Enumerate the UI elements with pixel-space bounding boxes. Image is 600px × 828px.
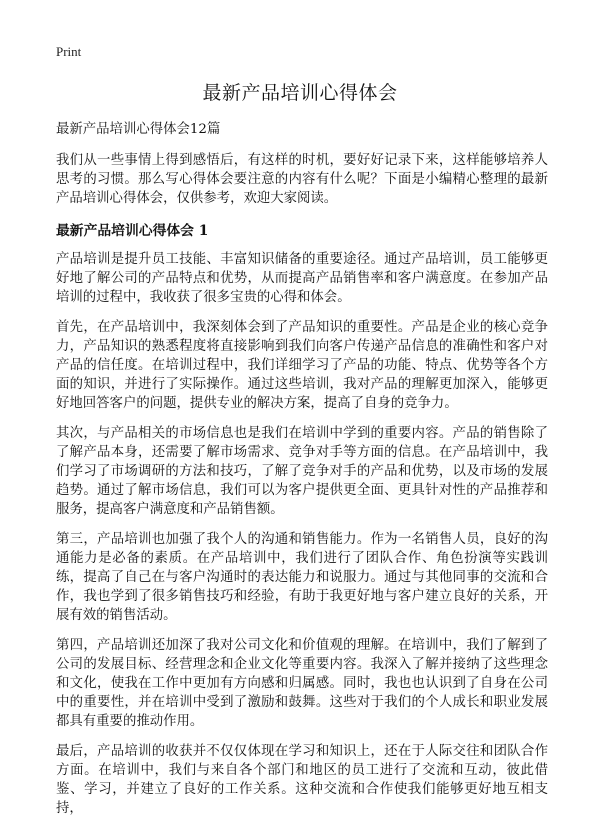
intro-paragraph: 我们从一些事情上得到感悟后，有这样的时机，要好好记录下来，这样能够培养人思考的习惯。那么写心得体会要注意的内容有什么呢？下面是小编精心整理的最新产品培训心得体会，仅供参考，欢迎大家阅读。 [56, 153, 548, 206]
document-body [56, 120, 548, 828]
body-paragraph-6: 最后，产品培训的收获并不仅仅体现在学习和知识上，还在于人际交往和团队合作方面。在培训中，我们与来自各个部门和地区的员工进行了交流和互动，彼此借鉴、学习，并建立了良好的工作关系。这种交流和合作使我们能够更好地互相支持， [56, 744, 548, 816]
body-paragraph-1: 产品培训是提升员工技能、丰富知识储备的重要途径。通过产品培训，员工能够更好地了解公司的产品特点和优势，从而提高产品销售率和客户满意度。在参加产品培训的过程中，我收获了很多宝贵的心得和体会。 [56, 252, 548, 305]
body-paragraph-3: 其次，与产品相关的市场信息也是我们在培训中学到的重要内容。产品的销售除了了解产品本身，还需要了解市场需求、竞争对手等方面的信息。在产品培训中，我们学习了市场调研的方法和技巧，了解了竞争对手的产品和优势，以及市场的发展趋势。通过了解市场信息，我们可以为客户提供更全面、更具针对性的产品推荐和服务，提高客户满意度和产品销售额。 [56, 426, 548, 517]
print-label[interactable]: Print [56, 44, 82, 59]
body-paragraph-4: 第三，产品培训也加强了我个人的沟通和销售能力。作为一名销售人员，良好的沟通能力是必备的素质。在产品培训中，我们进行了团队合作、角色扮演等实践训练，提高了自己在与客户沟通时的表达能力和说服力。通过与其他同事的交流和合作，我也学到了很多销售技巧和经验，有助于我更好地与客户建立良好的关系，开展有效的销售活动。 [56, 532, 548, 623]
body-paragraph-2: 首先，在产品培训中，我深刻体会到了产品知识的重要性。产品是企业的核心竞争力，产品知识的熟悉程度将直接影响到我们向客户传递产品信息的准确性和客户对产品的信任度。在培训过程中，我们详细学习了产品的功能、特点、优势等各个方面的知识，并进行了实际操作。通过这些培训，我对产品的理解更加深入，能够更好地回答客户的问题，提供专业的解决方案，提高了自身的竞争力。 [56, 320, 548, 411]
section-heading: 最新产品培训心得体会 1 [56, 223, 209, 239]
document-subtitle: 最新产品培训心得体会12篇 [56, 122, 221, 137]
page-title: 最新产品培训心得体会 [202, 82, 398, 104]
body-paragraph-5: 第四，产品培训还加深了我对公司文化和价值观的理解。在培训中，我们了解到了公司的发展目标、经营理念和企业文化等重要内容。我深入了解并接纳了这些理念和文化，使我在工作中更加有方向感和归属感。同时，我也也认识到了自身在公司中的重要性，并在培训中受到了激励和鼓舞。这些对于我们的个人成长和职业发展都具有重要的推动作用。 [56, 638, 548, 729]
